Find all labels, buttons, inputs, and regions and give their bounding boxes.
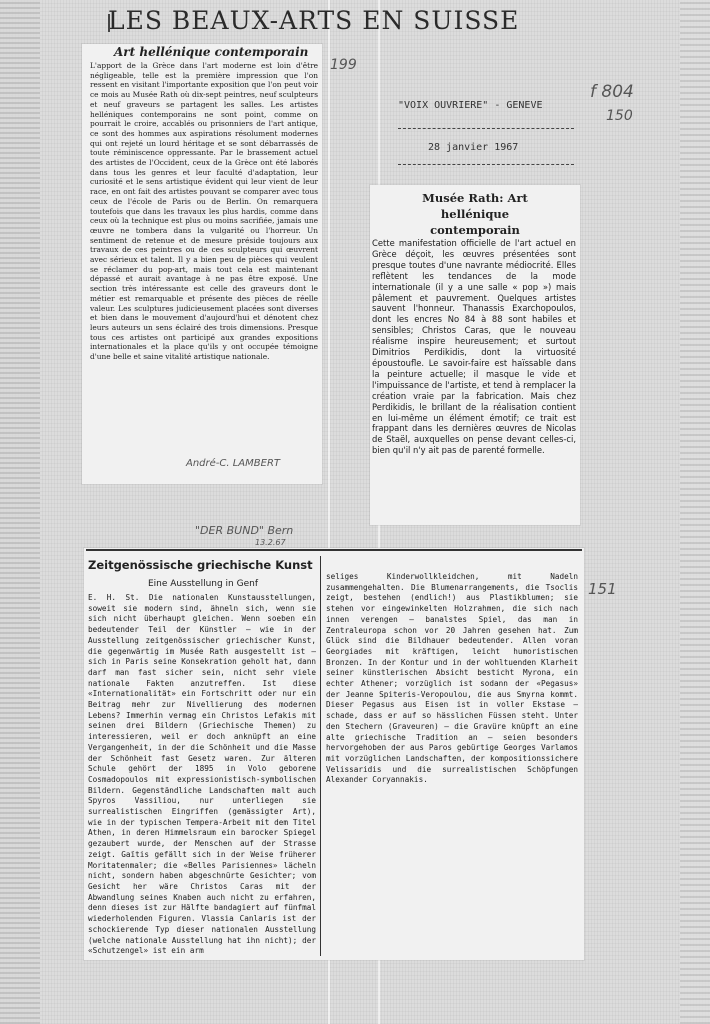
article1-author: André-C. LAMBERT: [186, 458, 281, 469]
article2-date: 28 janvier 1967: [428, 142, 519, 153]
headline-mark: [108, 14, 116, 32]
archive-subnumber: 150: [606, 108, 633, 124]
article1-title: Art hellénique contemporain: [114, 45, 309, 59]
column-rule: [320, 556, 321, 956]
archive-reference: f 804: [590, 82, 634, 102]
article3-date: 13.2.67: [255, 538, 286, 547]
article1-body: L'apport de la Grèce dans l'art moderne est loin d'être négligeable, telle est la première impression que l'on ressent en visitant l'importante exposition que l'on peut voir ce mois au Musée Rath où dix-sept peintres, neuf sculpteurs et neuf graveurs se partagent les salles. Les artistes helléniques contemporains ne sont point, comme on pourrait le croire, accablés ou prisonniers de l'art antique, ce sont des hommes aux aspirations résolument modernes qui ont rejeté un lourd héritage et se sont débarrassés de toute réminiscence oppressante. Par le brassement actuel des artistes de l'Occident, ceux de la Grèce ont été laborés dans tous les genres et leur faculté d'adaptation, leur curiosité et le sens artistique évident qui leur vient de leur race, en ont fait des artistes pouvant se comparer avec tous ceux de l'école de Paris ou de Berlin. On remarquera toutefois que dans les travaux les plus hardis, comme dans ceux où la technique est plus ou moins sacrifiée, jamais une œuvre ne tombera dans la vulgarité ou l'horreur. Un sentiment de retenue et de mesure préside toujours aux travaux de ces peintres ou de ces sculpteurs qui œuvrent avec sérieux et talent. Il y a bien peu de pièces qui veulent se réclamer du pop-art, mais tout cela est maintenant dépassé et aurait avantage à ne pas être exposé. Une section très intéressante est celle des graveurs dont le métier est remarquable et présente des pièces de réelle valeur. Les sculptures judicieusement placées sont diverses et bien dans le mouvement d'aujourd'hui et dénotent chez leurs auteurs un sens éclairé des trois dimensions. Presque tous ces artistes ont participé aux grandes expositions internationales et la place qu'ils y ont occupée témoigne d'une belle et saine vitalité artistique nationale.: [90, 61, 318, 362]
handwritten-page-number-2: 151: [588, 580, 617, 598]
article3-subtitle: Eine Ausstellung in Genf: [147, 579, 259, 589]
headline: LES BEAUX-ARTS EN SUISSE: [108, 6, 520, 35]
source-underline: [398, 128, 574, 129]
article3-source: "DER BUND" Bern: [195, 524, 294, 537]
article3-top-rule: [86, 549, 582, 551]
handwritten-page-number: 199: [330, 57, 357, 73]
article3-column2: seliges Kinderwollkleidchen, mit Nadeln zusammengehalten. Die Blumenarrangements, die Tsoclis zeigt, bestehen (endlich!) aus Plastikblumen; sie stehen vor eingewinkelten Holzrahmen, die sich nach innen verengen – banalstes Spiel, das man in Zentraleuropa schon vor 20 Jahren gesehen hat. Zum Glück sind die Bildhauer bedeutender. Allen voran Georgiades mit kräftigen, leicht humoristischen Bronzen. In der Kontur und in der wohltuenden Klarheit seiner künstlerischen Absicht besticht Myrona, ein echter Athener; vorzüglich ist sodann der «Pegasus» der Jeanne Spiteris-Veropoulou, die aus Smyrna kommt. Dieser Pegasus aus Eisen ist in voller Ekstase – schade, dass er auf so hässlichen Füssen steht. Unter den Stechern (Graveuren) – die Gravüre knüpft an eine alte griechische Tradition an – seien besonders hervorgehoben der aus Paros gebürtige Georges Varlamos mit vorzüglichen Landschaften, der kompositionssichere Velissaridis und die surrealistischen Schöpfungen Alexander Coryannakis.: [326, 572, 578, 785]
article3-column1: E. H. St. Die nationalen Kunstausstellungen, soweit sie modern sind, ähneln sich, wenn sie sich nicht überhaupt gleichen. Wenn soeben ein bedeutender Teil der Künstler – wie in der Ausstellung zeitgenössischer griechischer Kunst, die gegenwärtig im Musée Rath ausgestellt ist – sich in Paris seine Konsekration geholt hat, dann darf man fast sicher sein, nicht sehr viele nationale Fakten anzutreffen. Ist diese «Internationalität» ein Fortschritt oder nur ein Beitrag mehr zur Nivellierung des modernen Lebens? Immerhin vermag ein Christos Lefakis mit seinen drei Bildern (Griechische Themen) zu interessieren, weil er doch anknüpft an eine Vergangenheit, in der die Schönheit und die Masse der Schönheit fast Gesetz waren. Zur älteren Schule gehört der 1895 in Volo geborene Cosmadopoulos mit expressionistisch-symbolischen Bildern. Gegenständliche Landschaften malt auch Spyros Vassiliou, nur unterliegen sie surrealistischen Eingriffen (gemässigter Art), wie in der typischen Tempera-Arbeit mit dem Titel Athen, in deren Himmelsraum ein barocker Spiegel gezaubert wurde, der Menschen auf der Strasse zeigt. Gaïtis gefällt sich in der Weise früherer Moritatenmaler; die «Belles Parisiennes» lächeln nicht, sondern haben abgeschnürte Gesichter; vom Gesicht her wäre Christos Caras mit der Abwandlung seines Knaben auch nicht zu erfahren, denn dieses ist zur Hälfte bandagiert auf fünfmal wiederholenden Figuren. Vlassia Canlaris ist der schockierende Typ dieser nationalen Ausstellung (welche nationale Ausstellung hat ihn nicht); der «Schutzengel» ist ein arm: [88, 593, 316, 956]
article2-source: "VOIX OUVRIERE" - GENEVE: [398, 100, 543, 111]
left-edge-noise: [0, 0, 40, 1024]
article2-title: Musée Rath: Art hellénique contemporain: [422, 191, 528, 237]
right-edge-noise: [680, 0, 710, 1024]
article3-title: Zeitgenössische griechische Kunst: [88, 558, 313, 572]
article2-body: Cette manifestation officielle de l'art actuel en Grèce déçoit, les œuvres présentées sont presque toutes d'une navrante médiocrité. Elles reflètent les tendances de la mode internationale (il y a une salle « pop ») mais pâlement et pauvrement. Quelques artistes sauvent l'honneur. Thanassis Exarchopoulos, dont les encres No 84 à 88 sont habiles et sensibles; Christos Caras, que le nouveau réalisme inspire heureusement; et surtout Dimitrios Perdikidis, dont la virtuosité époustoufle. Le savoir-faire est haïssable dans la peinture actuelle; il masque le vide et l'impuissance de l'artiste, et tend à remplacer la création vraie par la fabrication. Mais chez Perdikidis, le brillant de la réalisation contient en lui-même un élément émotif; ce trait est frappant dans les dernières œuvres de Nicolas de Staël, auxquelles on pense devant celles-ci, bien qu'il n'y ait pas de parenté formelle.: [372, 238, 576, 456]
date-underline: [398, 164, 574, 165]
